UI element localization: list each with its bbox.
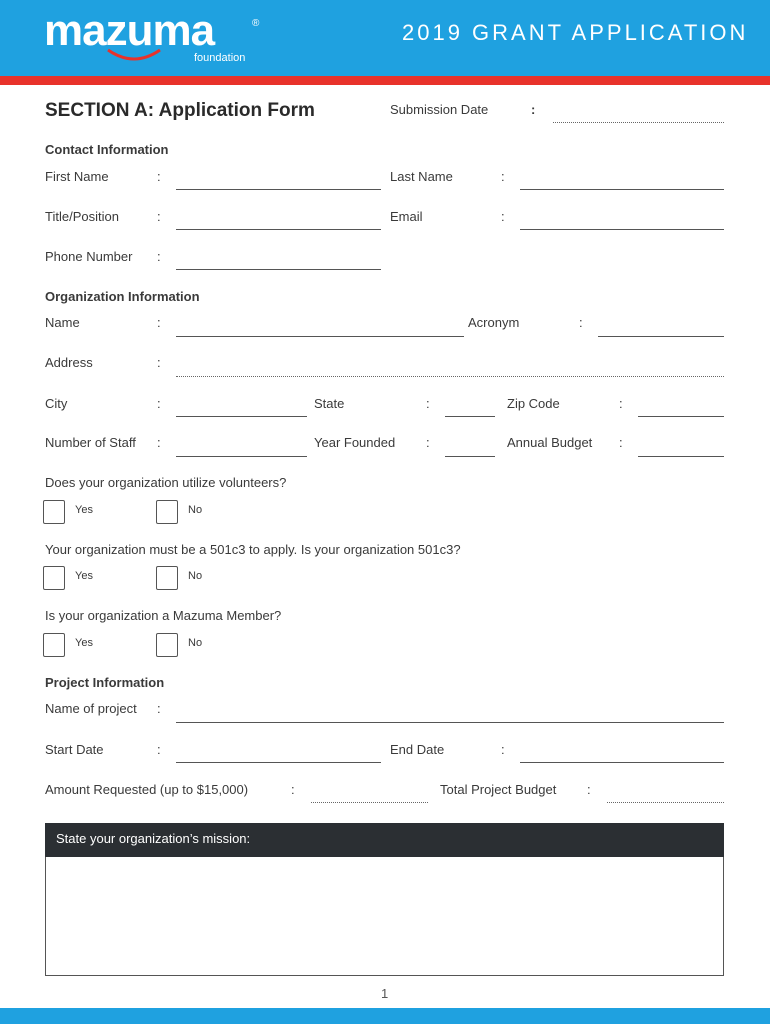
year-founded-label: Year Founded [314,435,396,450]
acronym-colon: : [579,315,583,330]
city-field[interactable] [176,416,307,417]
address-colon: : [157,355,161,370]
first-name-label: First Name [45,169,109,184]
project-name-field[interactable] [176,722,724,723]
member-yes-checkbox[interactable] [43,633,65,657]
project-name-colon: : [157,701,161,716]
address-field[interactable] [176,376,724,377]
footer-bar [0,1008,770,1024]
email-colon: : [501,209,505,224]
year-founded-field[interactable] [445,456,495,457]
title-position-field[interactable] [176,229,381,230]
submission-date-label: Submission Date [390,102,489,117]
zip-code-field[interactable] [638,416,724,417]
org-name-colon: : [157,315,161,330]
submission-date-colon: : [531,102,536,117]
project-name-label: Name of project [45,701,137,716]
start-date-colon: : [157,742,161,757]
email-label: Email [390,209,423,224]
end-date-field[interactable] [520,762,724,763]
acronym-field[interactable] [598,336,724,337]
state-field[interactable] [445,416,495,417]
section-title: SECTION A: Application Form [45,100,315,121]
501c3-no-label: No [188,570,203,582]
city-colon: : [157,396,161,411]
annual-budget-field[interactable] [638,456,724,457]
title-position-label: Title/Position [45,209,119,224]
501c3-no-checkbox[interactable] [156,566,178,590]
logo: mazuma [44,6,215,55]
phone-number-colon: : [157,249,161,264]
state-label: State [314,396,345,411]
contact-information-heading: Contact Information [45,142,169,157]
last-name-label: Last Name [390,169,453,184]
organization-information-heading: Organization Information [45,289,200,304]
volunteers-no-checkbox[interactable] [156,500,178,524]
annual-budget-label: Annual Budget [507,435,593,450]
member-yes-label: Yes [75,637,93,649]
member-no-label: No [188,637,203,649]
total-project-budget-colon: : [587,782,591,797]
volunteers-no-label: No [188,504,203,516]
volunteers-yes-checkbox[interactable] [43,500,65,524]
email-field[interactable] [520,229,724,230]
annual-budget-colon: : [619,435,623,450]
volunteers-yes-label: Yes [75,504,93,516]
number-of-staff-label: Number of Staff [45,435,136,450]
number-of-staff-field[interactable] [176,456,307,457]
org-name-label: Name [45,315,80,330]
logo-registered-mark: ® [252,18,260,29]
501c3-question: Your organization must be a 501c3 to apply. Is your organization 501c3? [45,542,461,557]
start-date-field[interactable] [176,762,381,763]
title-position-colon: : [157,209,161,224]
phone-number-label: Phone Number [45,249,133,264]
logo-smile-icon [104,46,164,66]
end-date-colon: : [501,742,505,757]
volunteers-question: Does your organization utilize volunteers? [45,475,287,490]
phone-number-field[interactable] [176,269,381,270]
amount-requested-colon: : [291,782,295,797]
zip-code-label: Zip Code [507,396,560,411]
zip-code-colon: : [619,396,623,411]
address-label: Address [45,355,93,370]
page-number: 1 [381,986,389,1001]
year-founded-colon: : [426,435,430,450]
end-date-label: End Date [390,742,445,757]
submission-date-field[interactable] [553,122,724,123]
mission-label: State your organization’s mission: [56,831,251,846]
last-name-colon: : [501,169,505,184]
application-title: 2019 GRANT APPLICATION [402,20,749,45]
amount-requested-label: Amount Requested (up to $15,000) [45,782,249,797]
first-name-colon: : [157,169,161,184]
org-name-field[interactable] [176,336,464,337]
last-name-field[interactable] [520,189,724,190]
501c3-yes-checkbox[interactable] [43,566,65,590]
501c3-yes-label: Yes [75,570,93,582]
mission-textarea[interactable] [45,857,724,976]
logo-subtext: foundation [194,52,246,64]
total-project-budget-label: Total Project Budget [440,782,557,797]
acronym-label: Acronym [468,315,520,330]
number-of-staff-colon: : [157,435,161,450]
header-accent-bar [0,76,770,85]
amount-requested-field[interactable] [311,802,428,803]
start-date-label: Start Date [45,742,104,757]
project-information-heading: Project Information [45,675,165,690]
member-question: Is your organization a Mazuma Member? [45,608,282,623]
member-no-checkbox[interactable] [156,633,178,657]
state-colon: : [426,396,430,411]
city-label: City [45,396,68,411]
total-project-budget-field[interactable] [607,802,724,803]
first-name-field[interactable] [176,189,381,190]
